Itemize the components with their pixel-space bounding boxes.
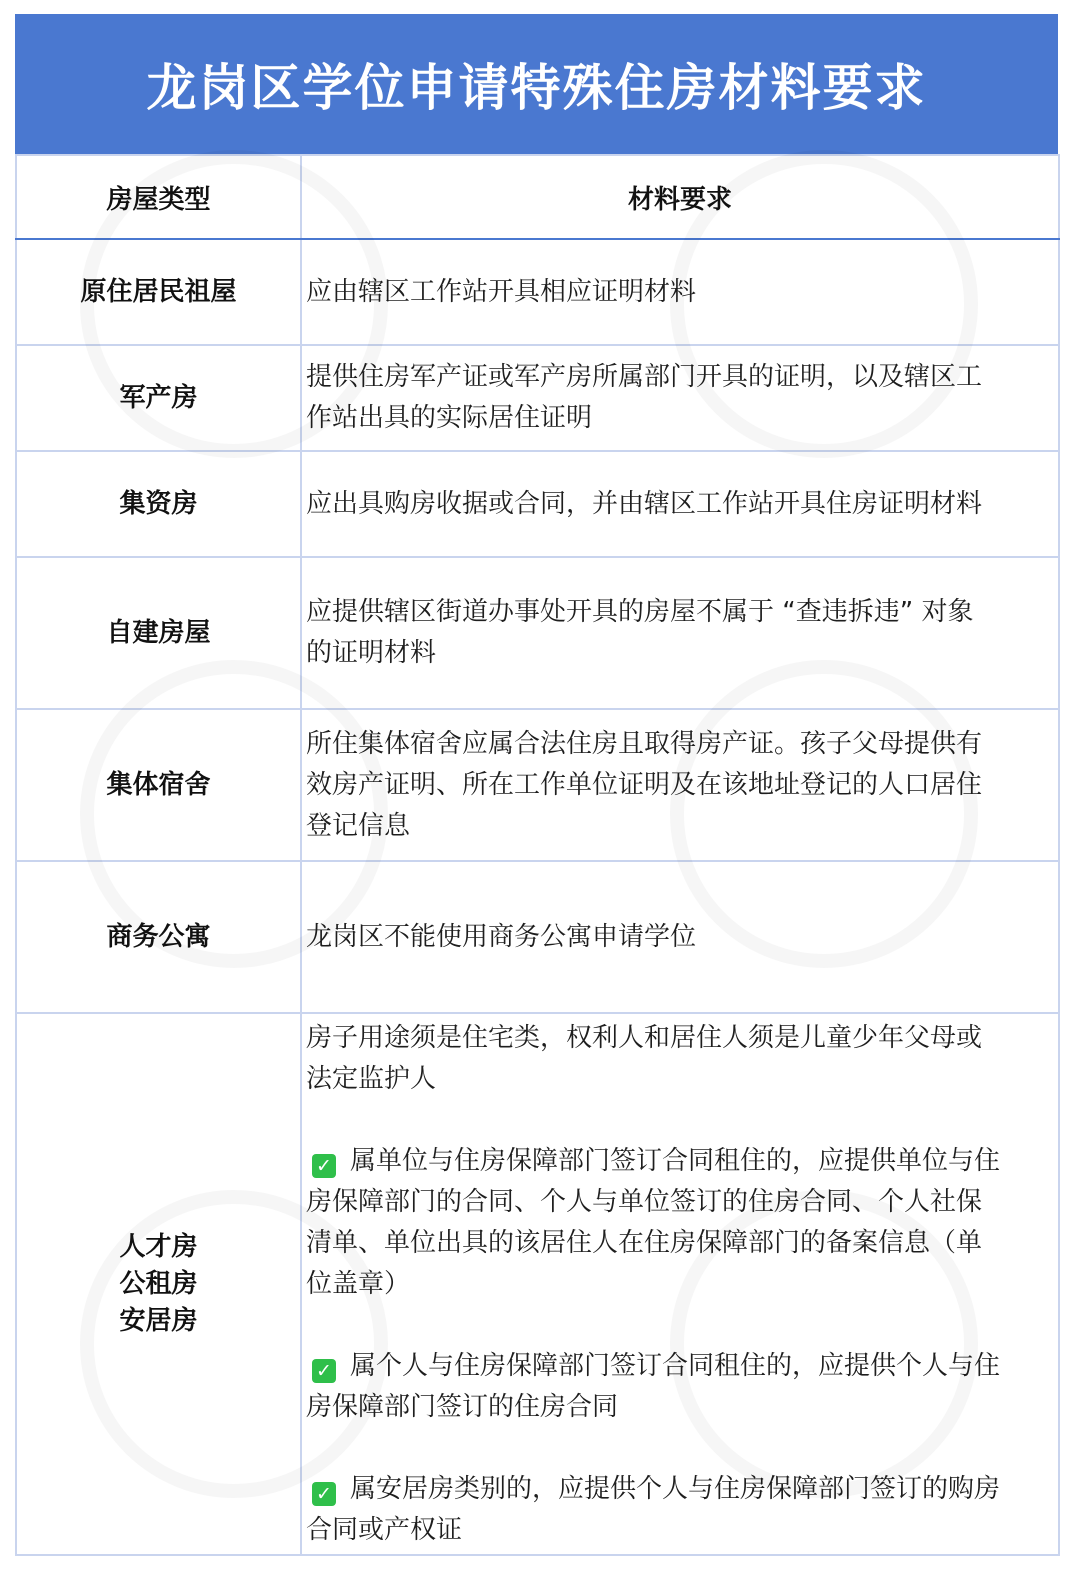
table-header-row	[16, 155, 1059, 239]
requirement-text: 应出具购房收据或合同，并由辖区工作站开具住房证明材料	[306, 488, 983, 519]
house-type-cell	[16, 557, 301, 709]
house-type-label: 军产房	[119, 382, 198, 413]
requirement-cell	[301, 345, 1059, 451]
house-type-label: 集资房	[119, 488, 198, 519]
requirement-cell	[301, 1013, 1059, 1555]
house-type-label: 商务公寓	[106, 921, 211, 952]
house-type-label: 自建房屋	[106, 617, 211, 648]
requirement-cell	[301, 557, 1059, 709]
requirement-text: 龙岗区不能使用商务公寓申请学位	[306, 921, 697, 952]
page-title: 龙岗区学位申请特殊住房材料要求	[15, 14, 1058, 154]
house-type-cell	[16, 239, 301, 345]
requirement-text: 位盖章）	[306, 1268, 411, 1299]
requirement-text: ✓ 属个人与住房保障部门签订合同租住的，应提供个人与住	[306, 1346, 1048, 1387]
requirement-text: ✓ 属安居房类别的，应提供个人与住房保障部门签订的购房	[306, 1469, 1048, 1510]
requirement-text: 的证明材料	[306, 638, 437, 668]
house-type-label: 公租房	[119, 1268, 198, 1299]
house-type-label: 人才房	[119, 1231, 198, 1262]
house-type-label: 安居房	[119, 1305, 198, 1336]
house-type-cell	[16, 451, 301, 557]
house-type-cell	[16, 1013, 301, 1555]
requirement-cell	[301, 239, 1059, 345]
requirement-text: 所住集体宿舍应属合法住房且取得房产证。孩子父母提供有	[306, 728, 983, 759]
spacer	[306, 1305, 1048, 1346]
spacer	[306, 1428, 1048, 1469]
requirement-text: 房保障部门的合同、个人与单位签订的住房合同、个人社保	[306, 1186, 983, 1217]
spacer	[306, 1100, 1048, 1141]
table-row	[16, 451, 1059, 557]
requirement-text: 提供住房军产证或军产房所属部门开具的证明，以及辖区工	[306, 362, 983, 392]
house-type-cell	[16, 861, 301, 1013]
header-requirements: 材料要求	[301, 155, 1059, 239]
requirement-text: 效房产证明、所在工作单位证明及在该地址登记的人口居住	[306, 769, 983, 800]
table-row	[16, 1013, 1059, 1555]
requirement-cell	[301, 709, 1059, 861]
requirement-text: 作站出具的实际居住证明	[306, 403, 593, 433]
checkmark-icon: ✓	[312, 1359, 336, 1383]
requirement-cell	[301, 861, 1059, 1013]
house-type-label: 原住居民祖屋	[80, 276, 237, 307]
requirement-text: ✓ 属单位与住房保障部门签订合同租住的，应提供单位与住	[306, 1141, 1048, 1182]
table-row	[16, 239, 1059, 345]
table-row	[16, 557, 1059, 709]
checkmark-icon: ✓	[312, 1482, 336, 1506]
requirement-text: 登记信息	[306, 810, 411, 841]
requirement-text: 法定监护人	[306, 1063, 437, 1094]
requirements-table	[15, 154, 1060, 1556]
table-row	[16, 861, 1059, 1013]
requirement-text: 应提供辖区街道办事处开具的房屋不属于 “查违拆违” 对象	[306, 597, 974, 627]
house-type-label: 集体宿舍	[106, 769, 211, 800]
table-row	[16, 345, 1059, 451]
house-type-cell	[16, 709, 301, 861]
requirement-cell	[301, 451, 1059, 557]
requirement-text: 房保障部门签订的住房合同	[306, 1391, 619, 1422]
requirement-text: 房子用途须是住宅类，权利人和居住人须是儿童少年父母或	[306, 1022, 983, 1053]
house-type-cell	[16, 345, 301, 451]
table-row	[16, 709, 1059, 861]
requirement-text: 应由辖区工作站开具相应证明材料	[306, 276, 697, 307]
document-frame	[15, 14, 1058, 1556]
requirement-text: 清单、单位出具的该居住人在住房保障部门的备案信息（单	[306, 1227, 983, 1258]
header-house-type: 房屋类型	[16, 155, 301, 239]
checkmark-icon: ✓	[312, 1154, 336, 1178]
requirement-text: 合同或产权证	[306, 1514, 463, 1545]
